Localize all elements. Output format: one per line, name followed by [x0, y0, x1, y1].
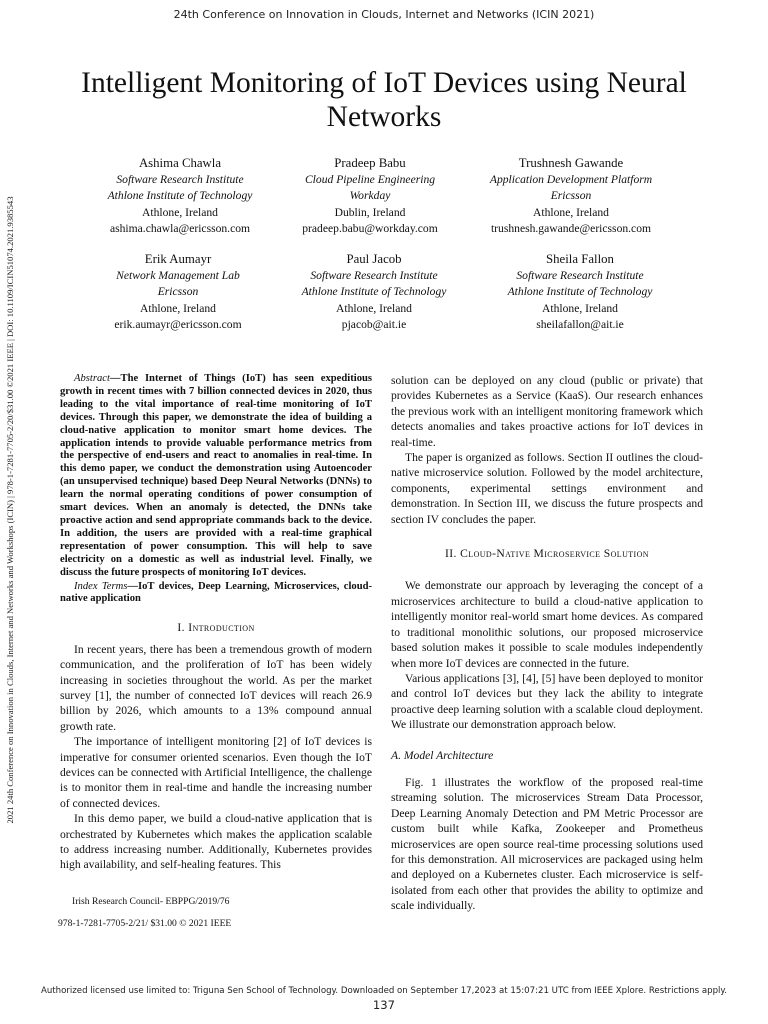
paragraph: solution can be deployed on any cloud (public or private) that provides Kubernetes as a Service (KaaS). Our research enhances the previous work with an intelligent monitoring framework which detects anomalies and takes proactive actions for IoT devices in real-time.: [391, 374, 703, 449]
author-affiliation: Software Research Institute: [516, 269, 644, 282]
author-organization: Athlone Institute of Technology: [107, 189, 253, 203]
author-location: Athlone, Ireland: [142, 205, 218, 219]
title-line-1: Intelligent Monitoring of IoT Devices using Neural: [81, 67, 687, 99]
paragraph: Various applications [3], [4], [5] have been deployed to monitor and control IoT devices but they lack the ability to integrate proactive deep learning solution with a scalable cloud deployment. We illustrate our demonstration approach below.: [391, 671, 703, 732]
footnote-funding: Irish Research Council- EBPPG/2019/76: [72, 896, 230, 907]
conference-header: 24th Conference on Innovation in Clouds, Internet and Networks (ICIN 2021): [173, 8, 595, 21]
authorization-notice: Authorized licensed use limited to: Triguna Sen School of Technology. Downloaded on September 17,2023 at 15:07:21 UTC from IEEE Xplore. Restrictions apply.: [40, 986, 728, 996]
abstract-label: Abstract: [74, 373, 110, 384]
abstract-text: —The Internet of Things (IoT) has seen expeditious growth in recent times with 7 billion connected devices in 2020, thus leading to the vital importance of real-time monitoring of IoT devices. Through this paper, we demonstrate the idea of building a cloud-native application to monitor smart home devices. The application intends to provide valuable performance metrics from the perspective of end-users and react to anomalies in real-time. In this demo paper, we conduct the demonstration using Autoencoder (an unsupervised technique) based Deep Neural Networks (DNNs) to learn the normal operating conditions of power consumption of smart devices. When an anomaly is detected, the DNNs take proactive action and send appropriate commands back to the device. In addition, the users are provided with a real-time graphical representation of power consumption. This will help to save electricity on a domestic as well as industrial level. Finally, we discuss the future prospects of monitoring IoT devices.: [60, 373, 372, 578]
author-organization: Athlone Institute of Technology: [507, 285, 653, 299]
author-block: [70, 154, 290, 237]
author-location: Athlone, Ireland: [542, 301, 618, 315]
author-location: Athlone, Ireland: [336, 301, 412, 315]
author-location: Athlone, Ireland: [533, 205, 609, 219]
author-name: Sheila Fallon: [546, 252, 614, 266]
doi-side-strip: [3, 135, 17, 885]
author-email: ashima.chawla@ericsson.com: [109, 221, 251, 235]
paragraph: We demonstrate our approach by leveraging the concept of a microservices architecture to build a cloud-native application to intelligently monitor real-world smart home devices. As compared to traditional monolithic solutions, our proposed microservice based solution makes it possible to scale modules independently when more IoT devices are connected in the future.: [391, 579, 703, 670]
author-email: sheilafallon@ait.ie: [536, 317, 624, 331]
paragraph: The paper is organized as follows. Section II outlines the cloud-native microservice solution. Followed by the model architecture, components, experimental settings environment and demonstration. In Section III, we discuss the future prospects and section IV concludes the paper.: [391, 451, 703, 526]
author-block: [260, 154, 480, 237]
paragraph: In recent years, there has been a tremendous growth of modern communication, and the proliferation of IoT has been widely increasing in societies throughout the world. As per the market survey [1], the number of connected IoT devices will reach 26.9 billion by 2026, which amounts to a 13% compound annual growth rate.: [60, 642, 372, 733]
section-heading: II. Cloud-Native Microservice Solution: [445, 547, 649, 561]
paragraph: In this demo paper, we build a cloud-native application that is orchestrated by Kubernetes which makes the application scalable to address increasing number. Additionally, Kubernetes provides high availability, and self-healing features. This: [60, 812, 372, 872]
paper-title: [40, 66, 728, 134]
author-email: trushnesh.gawande@ericsson.com: [490, 221, 652, 235]
author-affiliation: Software Research Institute: [310, 269, 438, 282]
subsection-heading: A. Model Architecture: [391, 748, 494, 762]
author-organization: Ericsson: [550, 189, 592, 203]
title-line-2: Networks: [326, 101, 442, 133]
index-terms-text: —IoT devices, Deep Learning, Microservices, cloud-native application: [60, 580, 372, 605]
author-email: pjacob@ait.ie: [341, 317, 407, 331]
author-block: [461, 154, 681, 237]
index-terms-label: Index Terms: [74, 580, 128, 592]
author-name: Pradeep Babu: [334, 156, 406, 170]
author-location: Athlone, Ireland: [140, 301, 216, 315]
author-organization: Athlone Institute of Technology: [301, 285, 447, 299]
author-block: [470, 250, 690, 333]
author-organization: Ericsson: [157, 285, 199, 299]
author-name: Erik Aumayr: [144, 252, 212, 266]
author-name: Trushnesh Gawande: [518, 156, 624, 170]
section-heading: I. Introduction: [177, 621, 255, 635]
footnotes: [58, 895, 378, 939]
author-location: Dublin, Ireland: [334, 205, 406, 219]
paragraph: Fig. 1 illustrates the workflow of the proposed real-time streaming solution. The microservices Stream Data Processor, Deep Learning Anomaly Detection and PM Metric Processor are custom built while Kafka, Zookeeper and Prometheus microservices are open source real-time processing solutions used for this demonstration. All microservices are packaged using helm and deployed on a Kubernetes cluster. Each microservice is self-isolated from each other that provides the ability to optimize and scale individually.: [391, 775, 703, 913]
author-affiliation: Cloud Pipeline Engineering: [304, 173, 436, 186]
page-number: 137: [372, 998, 396, 1012]
paragraph: The importance of intelligent monitoring [2] of IoT devices is imperative for consumer oriented scenarios. Even though the IoT devices can be connected with Artificial Intelligence, the challenge is to monitor them in real-time and handle the increasing number of connected devices.: [60, 735, 372, 810]
author-affiliation: Application Development Platform: [489, 173, 653, 186]
right-column: [391, 373, 703, 914]
author-name: Paul Jacob: [346, 252, 402, 266]
author-block: [264, 250, 484, 333]
left-column: [60, 373, 372, 873]
abstract: [60, 373, 372, 580]
author-email: pradeep.babu@workday.com: [302, 221, 438, 235]
doi-side-text: 2021 24th Conference on Innovation in Clouds, Internet and Networks and Workshops (ICIN) | 978-1-7281-7705-2/20/$31.00 ©2021 IEEE | DOI: 10.1109/ICIN51074.2021.9385543: [5, 196, 15, 824]
author-block: [68, 250, 288, 333]
footnote-copyright: 978-1-7281-7705-2/21/ $31.00 © 2021 IEEE: [58, 918, 232, 929]
author-name: Ashima Chawla: [138, 156, 222, 170]
author-email: erik.aumayr@ericsson.com: [114, 317, 242, 331]
author-organization: Workday: [349, 189, 391, 203]
author-affiliation: Software Research Institute: [116, 173, 244, 186]
index-terms: [60, 581, 372, 607]
author-affiliation: Network Management Lab: [116, 269, 240, 282]
